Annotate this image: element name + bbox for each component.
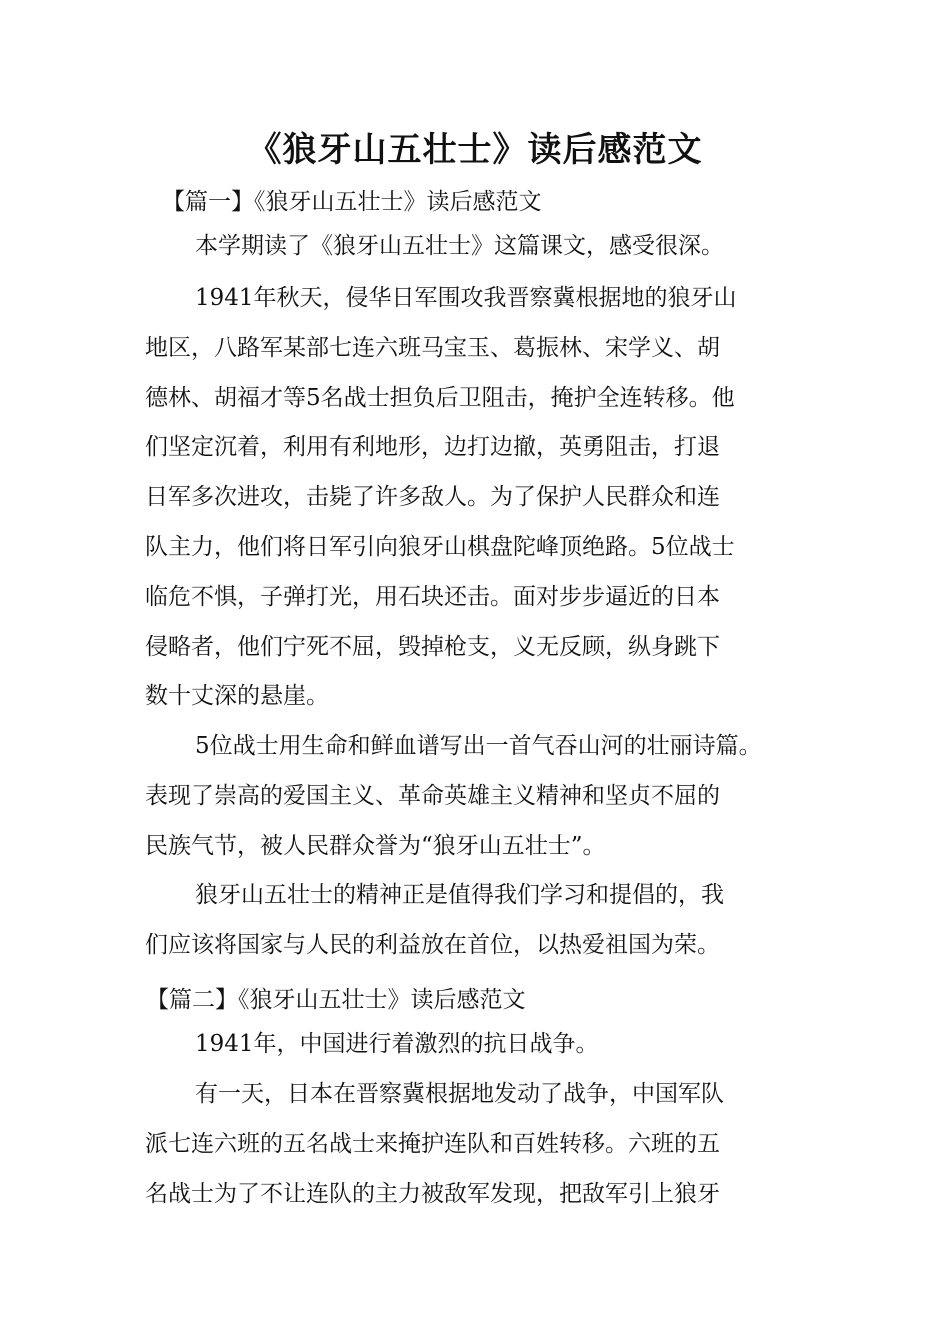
- text-line: 们坚定沉着，利用有利地形，边打边撤，英勇阻击，打退: [145, 434, 720, 461]
- text-line: 临危不惧，子弹打光，用石块还击。面对步步逼近的日本: [145, 583, 720, 610]
- paragraph: [145, 871, 815, 971]
- text-line: 1941年秋天，侵华日军围攻我晋察冀根据地的狼牙山: [195, 285, 737, 311]
- section-heading-2: 【篇二】《狼牙山五壮士》读后感范文: [146, 987, 526, 1013]
- text-line: 侵略者，他们宁死不屈，毁掉枪支，义无反顾，纵身跳下: [145, 633, 720, 660]
- text-line: 表现了崇高的爱国主义、革命英雄主义精神和坚贞不屈的: [145, 782, 720, 809]
- text-line: 名战士为了不让连队的主力被敌军发现，把敌军引上狼牙: [145, 1180, 720, 1207]
- text-line: 地区，八路军某部七连六班马宝玉、葛振林、宋学义、胡: [145, 334, 720, 361]
- document-title: 《狼牙山五壮士》读后感范文: [247, 130, 703, 170]
- text-line: 队主力，他们将日军引向狼牙山棋盘陀峰顶绝路。5位战士: [145, 533, 735, 560]
- paragraph: [145, 1070, 815, 1219]
- paragraph: [145, 722, 815, 871]
- paragraph: [145, 1020, 815, 1070]
- text-line: 有一天，日本在晋察冀根据地发动了战争，中国军队: [195, 1081, 724, 1107]
- paragraph: [145, 274, 815, 722]
- text-line: 数十丈深的悬崖。: [145, 683, 329, 710]
- text-line: 5位战士用生命和鲜血谱写出一首气吞山河的壮丽诗篇。: [195, 733, 762, 759]
- paragraph: [145, 222, 815, 272]
- text-line: 民族气节，被人民群众誉为“狼牙山五壮士”。: [145, 832, 606, 859]
- text-line: 德林、胡福才等5名战士担负后卫阻击，掩护全连转移。他: [145, 384, 735, 411]
- text-line: 们应该将国家与人民的利益放在首位，以热爱祖国为荣。: [145, 931, 720, 958]
- text-line: 本学期读了《狼牙山五壮士》这篇课文，感受很深。: [195, 233, 724, 259]
- text-line: 1941年，中国进行着激烈的抗日战争。: [195, 1031, 599, 1057]
- text-line: 狼牙山五壮士的精神正是值得我们学习和提倡的，我: [195, 882, 724, 908]
- section-heading-1: 【篇一】《狼牙山五壮士》读后感范文: [162, 189, 542, 215]
- text-line: 派七连六班的五名战士来掩护连队和百姓转移。六班的五: [145, 1130, 720, 1157]
- text-line: 日军多次进攻，击毙了许多敌人。为了保护人民群众和连: [145, 484, 720, 511]
